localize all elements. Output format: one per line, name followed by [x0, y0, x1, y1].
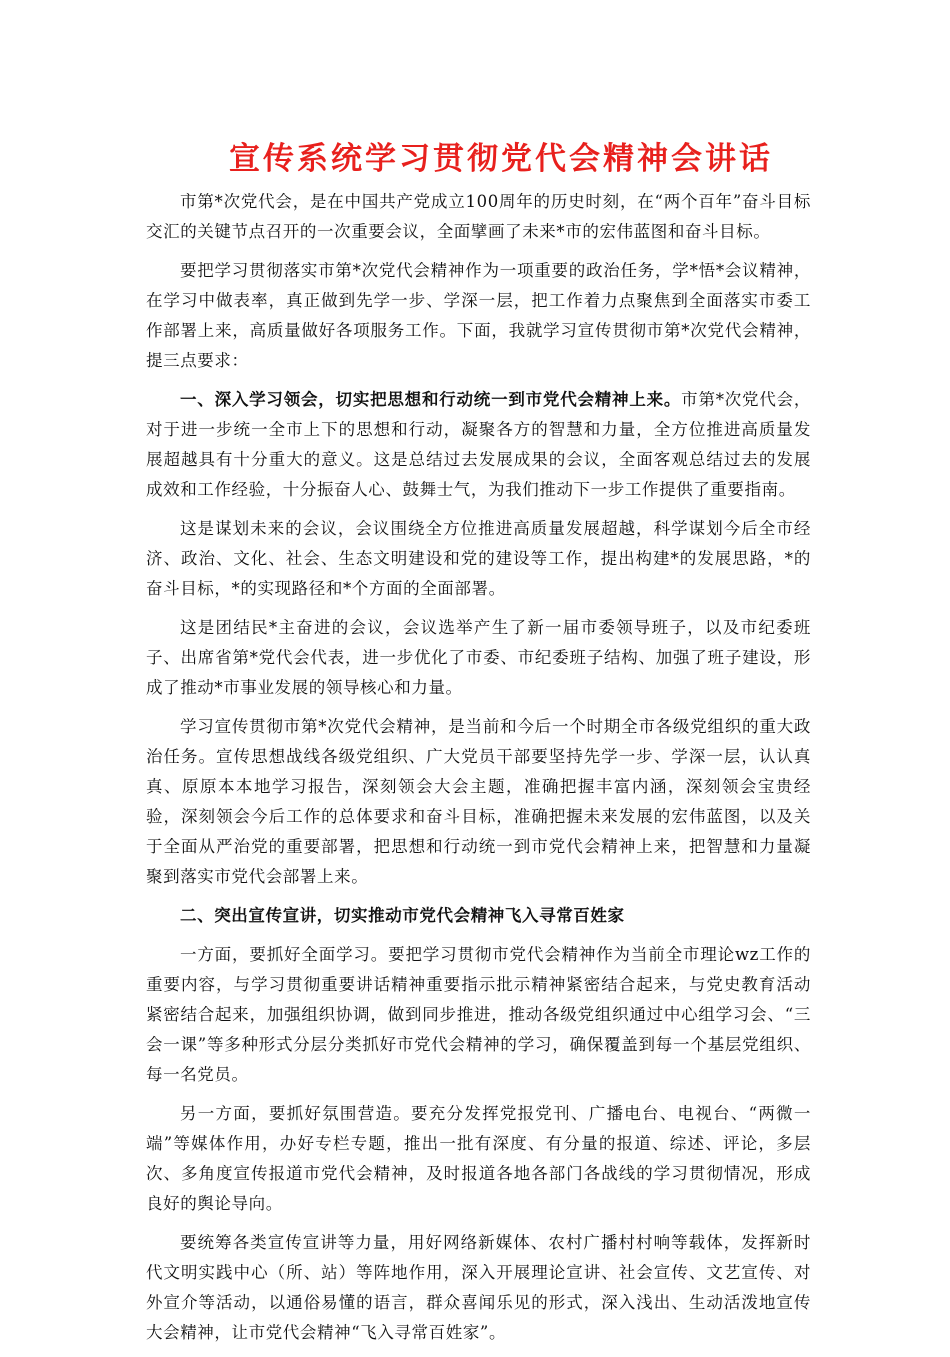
- paragraph: [146, 1228, 811, 1348]
- paragraph-text: 另一方面，要抓好氛围营造。要充分发挥党报党刊、广播电台、电视台、“两微一端”等媒体作用，办好专栏专题，推出一批有深度、有分量的报道、综述、评论，多层次、多角度宣传报道市党代会精神，及时报道各地各部门各战线的学习贯彻情况，形成良好的舆论导向。: [146, 1104, 811, 1213]
- page-title: 宣传系统学习贯彻党代会精神会讲话: [229, 141, 773, 177]
- paragraph-text: 市第*次党代会，是在中国共产党成立100周年的历史时刻，在“两个百年”奋斗目标交汇的关键节点召开的一次重要会议，全面擘画了未来*市的宏伟蓝图和奋斗目标。: [146, 192, 811, 241]
- paragraph: [146, 940, 811, 1090]
- paragraph-text: 学习宣传贯彻市第*次党代会精神，是当前和今后一个时期全市各级党组织的重大政治任务。宣传思想战线各级党组织、广大党员干部要坚持先学一步、学深一层，认认真真、原原本本地学习报告，深刻领会大会主题，准确把握丰富内涵，深刻领会宝贵经验，深刻领会今后工作的总体要求和奋斗目标，准确把握未来发展的宏伟蓝图，以及关于全面从严治党的重要部署，把思想和行动统一到市党代会精神上来，把智慧和力量凝聚到落实市党代会部署上来。: [146, 717, 811, 886]
- paragraph-text: 这是谋划未来的会议，会议围绕全方位推进高质量发展超越，科学谋划今后全市经济、政治、文化、社会、生态文明建设和党的建设等工作，提出构建*的发展思路，*的奋斗目标，*的实现路径和*个方面的全面部署。: [146, 519, 811, 598]
- paragraph-text: 要把学习贯彻落实市第*次党代会精神作为一项重要的政治任务，学*悟*会议精神，在学习中做表率，真正做到先学一步、学深一层，把工作着力点聚焦到全面落实市委工作部署上来，高质量做好各项服务工作。下面，我就学习宣传贯彻市第*次党代会精神，提三点要求：: [146, 261, 811, 370]
- paragraph-text: 要统筹各类宣传宣讲等力量，用好网络新媒体、农村广播村村响等载体，发挥新时代文明实践中心（所、站）等阵地作用，深入开展理论宣讲、社会宣传、文艺宣传、对外宣介等活动，以通俗易懂的语言，群众喜闻乐见的形式，深入浅出、生动活泼地宣传大会精神，让市党代会精神“飞入寻常百姓家”。: [146, 1233, 811, 1342]
- paragraph-text: 这是团结民*主奋进的会议，会议选举产生了新一届市委领导班子，以及市纪委班子、出席省第*党代会代表，进一步优化了市委、市纪委班子结构、加强了班子建设，形成了推动*市事业发展的领导核心和力量。: [146, 618, 811, 697]
- document-body: [146, 187, 811, 1357]
- paragraph: [146, 712, 811, 892]
- paragraph: [146, 1099, 811, 1219]
- section-two-heading: 二、突出宣传宣讲，切实推动市党代会精神飞入寻常百姓家: [180, 906, 625, 925]
- paragraph: [146, 385, 811, 505]
- paragraph: [146, 613, 811, 703]
- paragraph-text: 一方面，要抓好全面学习。要把学习贯彻市党代会精神作为当前全市理论wz工作的重要内容，与学习贯彻重要讲话精神重要指示批示精神紧密结合起来，与党史教育活动紧密结合起来，加强组织协调，做到同步推进，推动各级党组织通过中心组学习会、“三会一课”等多种形式分层分类抓好市党代会精神的学习，确保覆盖到每一个基层党组织、每一名党员。: [146, 945, 811, 1084]
- paragraph-text: 市第*次党代会，对于进一步统一全市上下的思想和行动，凝聚各方的智慧和力量，全方位推进高质量发展超越具有十分重大的意义。这是总结过去发展成果的会议，全面客观总结过去的发展成效和工作经验，十分振奋人心、鼓舞士气，为我们推动下一步工作提供了重要指南。: [146, 390, 811, 499]
- paragraph: [146, 256, 811, 376]
- paragraph: [146, 187, 811, 247]
- paragraph: [146, 514, 811, 604]
- section-one-heading: 一、深入学习领会，切实把思想和行动统一到市党代会精神上来。: [180, 390, 682, 409]
